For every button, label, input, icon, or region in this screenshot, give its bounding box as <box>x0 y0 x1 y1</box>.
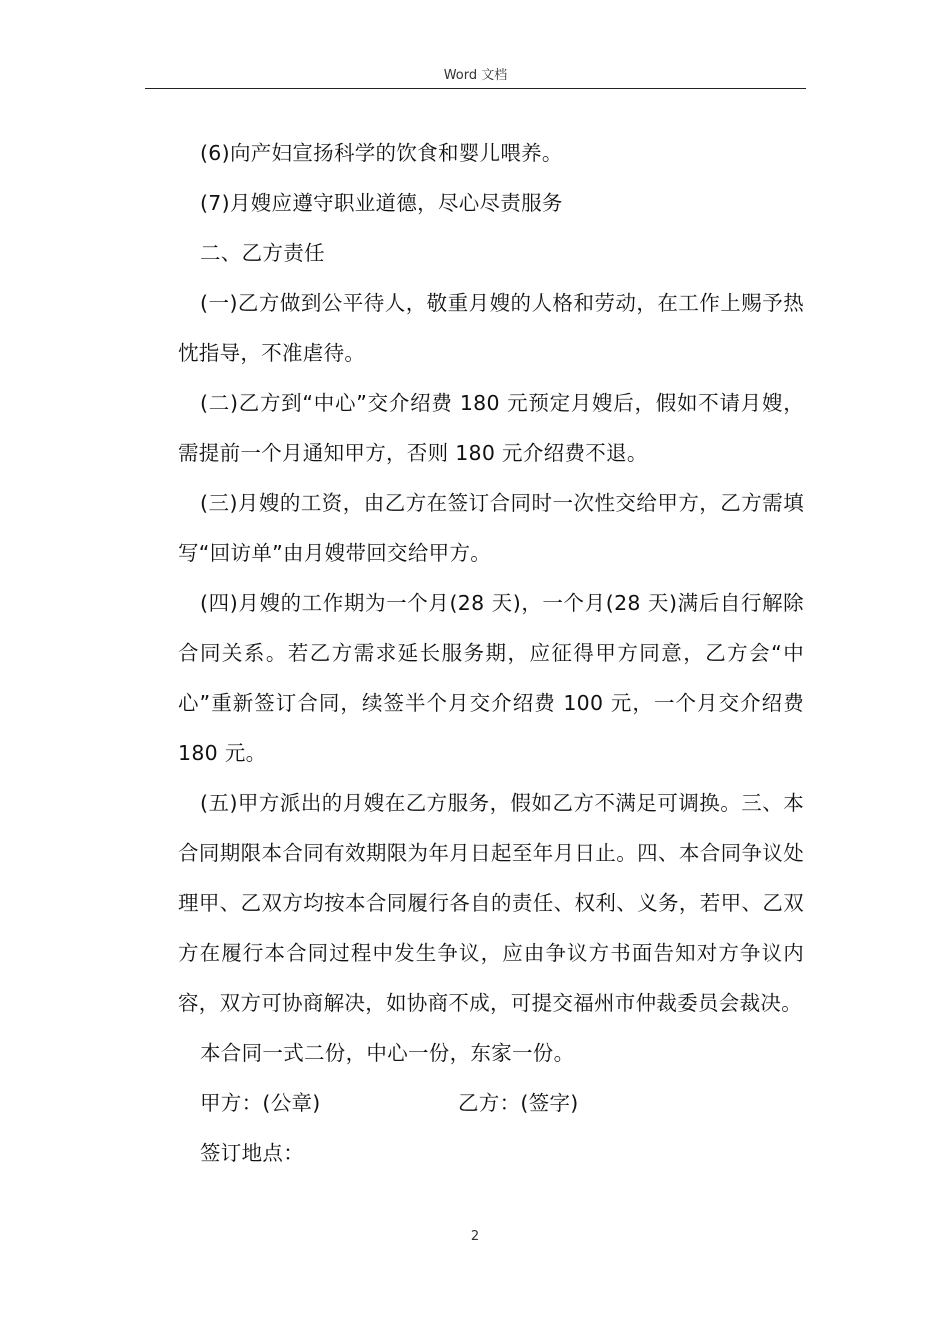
paragraph-item-6: (6)向产妇宣扬科学的饮食和婴儿喂养。 <box>200 141 563 165</box>
paragraph-item-7: (7)月嫂应遵守职业道德，尽心尽责服务 <box>200 191 563 215</box>
paragraph-clause-4: (四)月嫂的工作期为一个月(28 天)，一个月(28 天)满后自行解除合同关系。若乙方需求延长服务期，应征得甲方同意，乙方会“中心”重新签订合同，续签半个月交介绍费 100 元，一个月交介绍费 180 元。 <box>178 591 804 765</box>
paragraph-clause-1: (一)乙方做到公平待人，敬重月嫂的人格和劳动，在工作上赐予热忱指导，不准虐待。 <box>178 291 804 365</box>
page-number: 2 <box>470 1229 480 1244</box>
paragraph-copies: 本合同一式二份，中心一份，东家一份。 <box>200 1041 575 1065</box>
header-title: Word 文档 <box>443 68 508 83</box>
sign-place: 签订地点： <box>200 1141 304 1165</box>
document-body <box>178 128 804 1178</box>
signature-row <box>178 1078 804 1128</box>
paragraph-clause-2: (二)乙方到“中心”交介绍费 180 元预定月嫂后，假如不请月嫂，需提前一个月通知甲方，否则 180 元介绍费不退。 <box>178 391 804 465</box>
party-b-signature: 乙方：(签字) <box>458 1091 579 1115</box>
section-heading-party-b: 二、乙方责任 <box>200 241 325 265</box>
party-a-signature: 甲方：(公章) <box>200 1091 321 1115</box>
paragraph-clause-5: (五)甲方派出的月嫂在乙方服务，假如乙方不满足可调换。三、本合同期限本合同有效期限为年月日起至年月日止。四、本合同争议处理甲、乙双方均按本合同履行各自的责任、权利、义务，若甲、乙双方在履行本合同过程中发生争议，应由争议方书面告知对方争议内容，双方可协商解决，如协商不成，可提交福州市仲裁委员会裁决。 <box>178 791 804 1015</box>
paragraph-clause-3: (三)月嫂的工资，由乙方在签订合同时一次性交给甲方，乙方需填写“回访单”由月嫂带回交给甲方。 <box>178 491 804 565</box>
page-header <box>145 66 806 89</box>
